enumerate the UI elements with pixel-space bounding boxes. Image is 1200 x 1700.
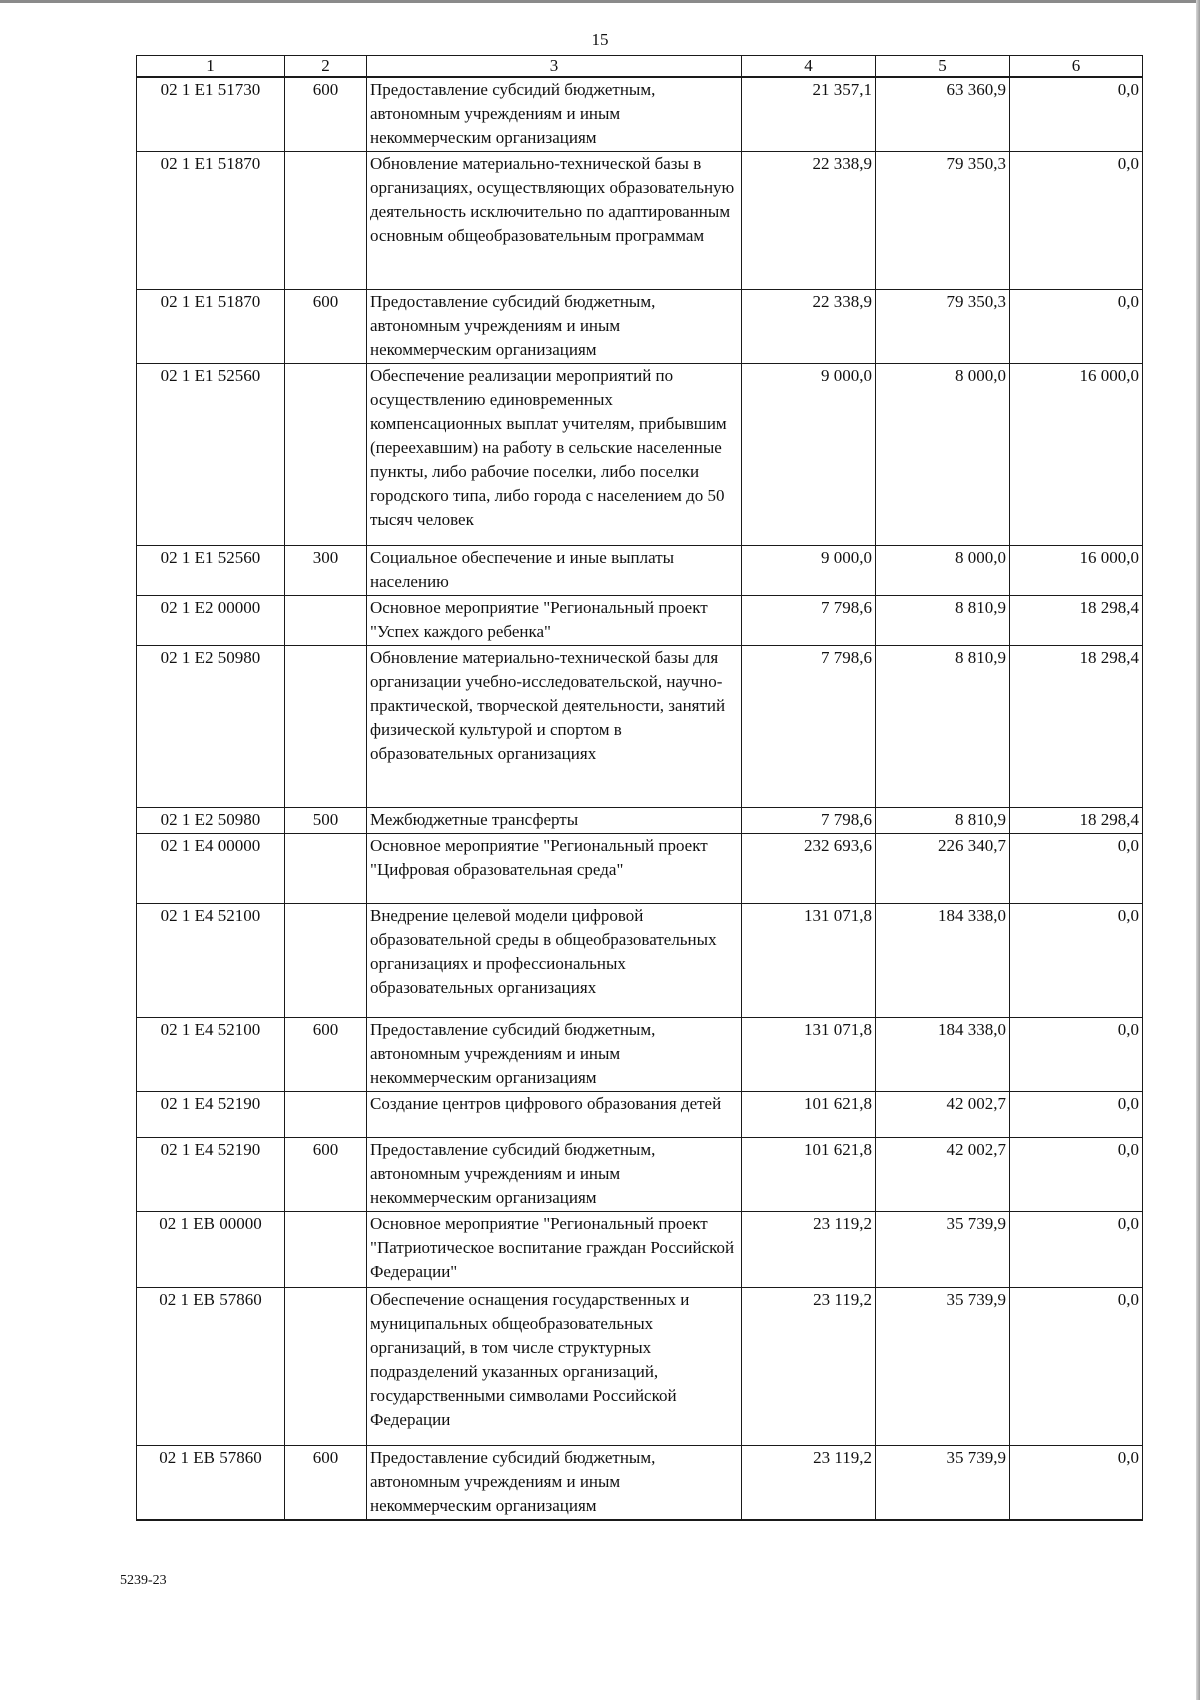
cell-amount-col4: 23 119,2 [742,1212,876,1288]
cell-amount-col4: 7 798,6 [742,596,876,646]
cell-amount-col4: 21 357,1 [742,77,876,152]
column-header-5: 5 [876,56,1010,78]
table-row [137,808,1143,834]
cell-expense-type: 600 [285,1446,367,1521]
cell-code: 02 1 E4 52190 [137,1092,285,1138]
cell-code: 02 1 E1 51870 [137,290,285,364]
cell-code: 02 1 E4 52100 [137,1018,285,1092]
cell-amount-col4: 101 621,8 [742,1092,876,1138]
cell-amount-col6: 16 000,0 [1010,546,1143,596]
cell-expense-type [285,834,367,904]
cell-expense-type: 600 [285,1018,367,1092]
cell-code: 02 1 EB 57860 [137,1446,285,1521]
cell-code: 02 1 E2 50980 [137,646,285,808]
cell-description: Основное мероприятие "Региональный проект "Успех каждого ребенка" [367,596,742,646]
cell-amount-col6: 16 000,0 [1010,364,1143,546]
cell-amount-col6: 0,0 [1010,152,1143,290]
table-row [137,1018,1143,1092]
table-row [137,1092,1143,1138]
cell-amount-col4: 9 000,0 [742,364,876,546]
cell-code: 02 1 EB 57860 [137,1288,285,1446]
cell-description: Социальное обеспечение и иные выплаты населению [367,546,742,596]
cell-amount-col5: 42 002,7 [876,1138,1010,1212]
cell-amount-col4: 23 119,2 [742,1446,876,1521]
cell-description: Предоставление субсидий бюджетным, автономным учреждениям и иным некоммерческим организациям [367,77,742,152]
cell-amount-col4: 7 798,6 [742,808,876,834]
cell-amount-col5: 8 810,9 [876,646,1010,808]
cell-amount-col4: 101 621,8 [742,1138,876,1212]
cell-description: Внедрение целевой модели цифровой образовательной среды в общеобразовательных организациях и профессиональных образовательных организациях [367,904,742,1018]
cell-amount-col5: 79 350,3 [876,290,1010,364]
cell-description: Основное мероприятие "Региональный проект "Патриотическое воспитание граждан Российской Федерации" [367,1212,742,1288]
cell-expense-type [285,904,367,1018]
cell-amount-col5: 35 739,9 [876,1446,1010,1521]
cell-description: Предоставление субсидий бюджетным, автономным учреждениям и иным некоммерческим организациям [367,1018,742,1092]
cell-amount-col6: 0,0 [1010,1138,1143,1212]
cell-code: 02 1 E2 00000 [137,596,285,646]
cell-expense-type: 300 [285,546,367,596]
table-row [137,834,1143,904]
cell-amount-col5: 8 810,9 [876,596,1010,646]
cell-expense-type: 600 [285,290,367,364]
cell-description: Основное мероприятие "Региональный проект "Цифровая образовательная среда" [367,834,742,904]
table-row [137,290,1143,364]
table-row [137,1288,1143,1446]
cell-amount-col5: 79 350,3 [876,152,1010,290]
table-row [137,646,1143,808]
column-header-4: 4 [742,56,876,78]
cell-expense-type [285,1092,367,1138]
cell-amount-col5: 8 000,0 [876,546,1010,596]
cell-amount-col4: 232 693,6 [742,834,876,904]
cell-code: 02 1 EB 00000 [137,1212,285,1288]
column-header-6: 6 [1010,56,1143,78]
cell-amount-col5: 184 338,0 [876,1018,1010,1092]
cell-expense-type [285,152,367,290]
cell-expense-type: 600 [285,1138,367,1212]
cell-description: Предоставление субсидий бюджетным, автономным учреждениям и иным некоммерческим организациям [367,1446,742,1521]
budget-table [136,55,1143,1521]
cell-amount-col5: 8 810,9 [876,808,1010,834]
table-row [137,77,1143,152]
cell-expense-type [285,1288,367,1446]
cell-amount-col6: 0,0 [1010,1446,1143,1521]
table-row [137,1446,1143,1521]
cell-description: Создание центров цифрового образования детей [367,1092,742,1138]
cell-description: Обеспечение реализации мероприятий по осуществлению единовременных компенсационных выплат учителям, прибывшим (переехавшим) на работу в сельские населенные пункты, либо рабочие поселки, либо поселки городского типа, либо города с населением до 50 тысяч человек [367,364,742,546]
cell-amount-col6: 18 298,4 [1010,808,1143,834]
cell-expense-type [285,646,367,808]
cell-amount-col4: 9 000,0 [742,546,876,596]
cell-amount-col6: 0,0 [1010,77,1143,152]
cell-amount-col6: 0,0 [1010,834,1143,904]
cell-amount-col4: 131 071,8 [742,1018,876,1092]
column-header-3: 3 [367,56,742,78]
cell-amount-col6: 0,0 [1010,1018,1143,1092]
cell-amount-col4: 131 071,8 [742,904,876,1018]
cell-amount-col6: 0,0 [1010,1288,1143,1446]
column-header-1: 1 [137,56,285,78]
column-header-2: 2 [285,56,367,78]
table-row [137,1138,1143,1212]
cell-amount-col4: 22 338,9 [742,152,876,290]
cell-amount-col4: 23 119,2 [742,1288,876,1446]
table-row [137,364,1143,546]
cell-code: 02 1 E4 52100 [137,904,285,1018]
cell-amount-col5: 35 739,9 [876,1288,1010,1446]
cell-expense-type [285,596,367,646]
cell-amount-col5: 63 360,9 [876,77,1010,152]
page-number: 15 [591,30,609,49]
cell-amount-col6: 18 298,4 [1010,596,1143,646]
cell-description: Обновление материально-технической базы для организации учебно-исследовательской, научно-практической, творческой деятельности, занятий физической культурой и спортом в образовательных организациях [367,646,742,808]
cell-amount-col6: 0,0 [1010,1092,1143,1138]
cell-amount-col4: 22 338,9 [742,290,876,364]
cell-code: 02 1 E1 51730 [137,77,285,152]
scan-edge-right [1196,0,1200,1700]
cell-expense-type: 500 [285,808,367,834]
cell-amount-col6: 0,0 [1010,290,1143,364]
table-row [137,1212,1143,1288]
cell-description: Обновление материально-технической базы в организациях, осуществляющих образовательную деятельность исключительно по адаптированным основным общеобразовательным программам [367,152,742,290]
cell-amount-col5: 42 002,7 [876,1092,1010,1138]
table-row [137,546,1143,596]
cell-amount-col4: 7 798,6 [742,646,876,808]
cell-code: 02 1 E1 52560 [137,364,285,546]
cell-description: Обеспечение оснащения государственных и муниципальных общеобразовательных организаций, в том числе структурных подразделений указанных организаций, государственными символами Российской Федерации [367,1288,742,1446]
cell-amount-col6: 18 298,4 [1010,646,1143,808]
cell-code: 02 1 E4 00000 [137,834,285,904]
table-header-row [137,56,1143,78]
cell-amount-col5: 8 000,0 [876,364,1010,546]
cell-amount-col5: 184 338,0 [876,904,1010,1018]
cell-description: Межбюджетные трансферты [367,808,742,834]
cell-amount-col5: 35 739,9 [876,1212,1010,1288]
cell-amount-col6: 0,0 [1010,1212,1143,1288]
cell-description: Предоставление субсидий бюджетным, автономным учреждениям и иным некоммерческим организациям [367,290,742,364]
cell-code: 02 1 E4 52190 [137,1138,285,1212]
cell-expense-type: 600 [285,77,367,152]
cell-expense-type [285,364,367,546]
cell-amount-col6: 0,0 [1010,904,1143,1018]
cell-amount-col5: 226 340,7 [876,834,1010,904]
cell-description: Предоставление субсидий бюджетным, автономным учреждениям и иным некоммерческим организациям [367,1138,742,1212]
scan-edge-top [0,0,1200,3]
document-id: 5239-23 [120,1573,167,1588]
table-row [137,152,1143,290]
cell-code: 02 1 E1 52560 [137,546,285,596]
cell-code: 02 1 E2 50980 [137,808,285,834]
cell-code: 02 1 E1 51870 [137,152,285,290]
table-row [137,904,1143,1018]
cell-expense-type [285,1212,367,1288]
table-row [137,596,1143,646]
